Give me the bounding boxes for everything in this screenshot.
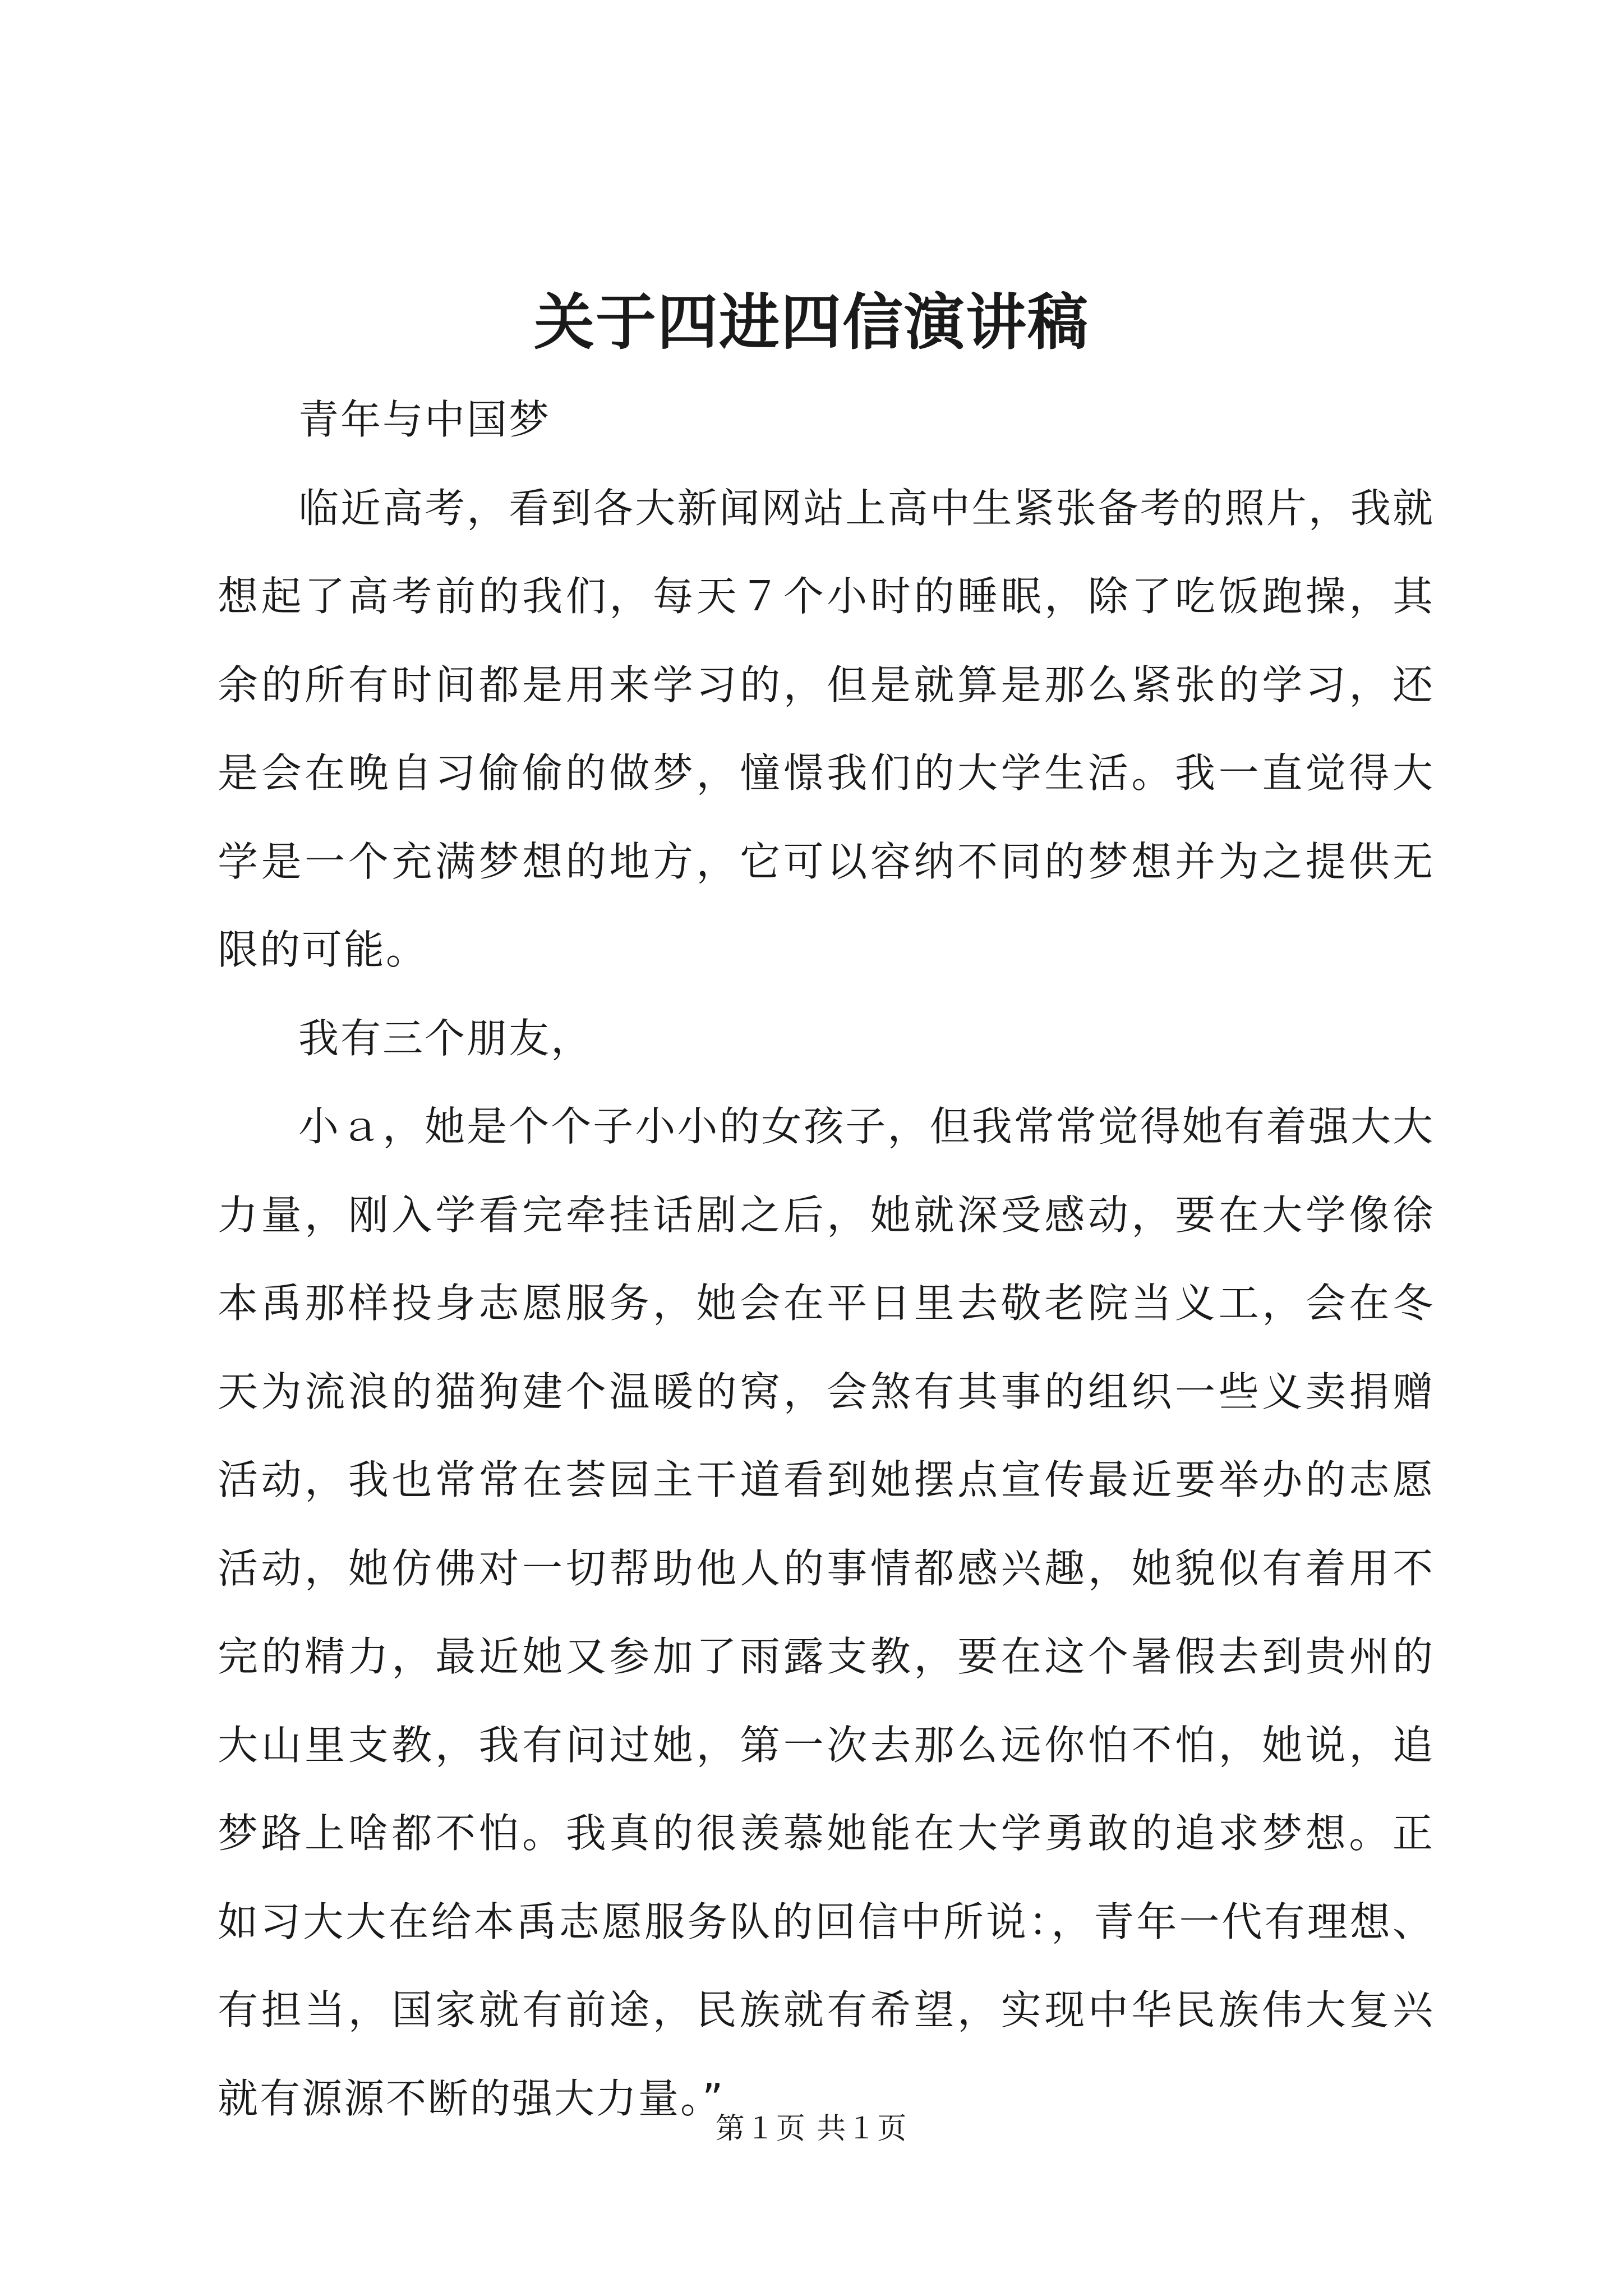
- document-body: [218, 376, 1435, 2143]
- paragraph: 我有三个朋友，: [298, 1014, 593, 1062]
- page-footer: 第１页 共１页: [715, 2112, 908, 2146]
- paragraph: 小ａ，她是个个子小小的女孩子，但我常常觉得她有着强大大力量，刚入学看完牵挂话剧之后，她就深受感动，要在大学像徐本禹那样投身志愿服务，她会在平日里去敬老院当义工，会在冬天为流浪的猫狗建个温暖的窝，会煞有其事的组织一些义卖捐赠活动，我也常常在荟园主干道看到她摆点宣传最近要举办的志愿活动，她仿佛对一切帮助他人的事情都感兴趣，她貌似有着用不完的精力，最近她又参加了雨露支教，要在这个暑假去到贵州的大山里支教，我有问过她，第一次去那么远你怕不怕，她说，追梦路上啥都不怕。我真的很羡慕她能在大学勇敢的追求梦想。正如习大大在给本禹志愿服务队的回信中所说：，青年一代有理想、有担当，国家就有前途，民族就有希望，实现中华民族伟大复兴就有源源不断的强大力量。”: [218, 1103, 1435, 2122]
- document-title: 关于四进四信演讲稿: [533, 287, 1089, 358]
- paragraph-subtitle: 青年与中国梦: [298, 396, 551, 443]
- paragraph: 临近高考，看到各大新闻网站上高中生紧张备考的照片，我就想起了高考前的我们，每天７个小时的睡眠，除了吃饭跑操，其余的所有时间都是用来学习的，但是就算是那么紧张的学习，还是会在晚自习偷偷的做梦，憧憬我们的大学生活。我一直觉得大学是一个充满梦想的地方，它可以容纳不同的梦想并为之提供无限的可能。: [218, 484, 1435, 973]
